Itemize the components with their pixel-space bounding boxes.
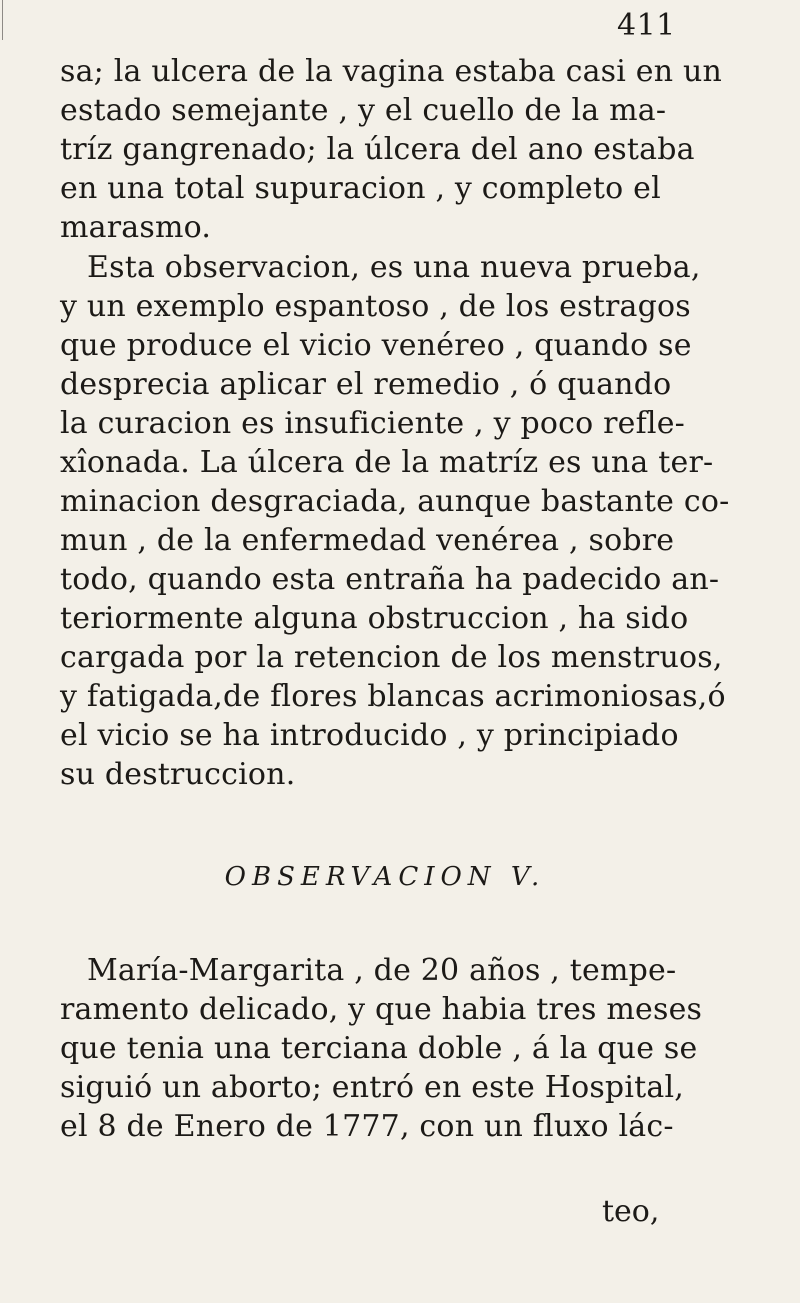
text-line: marasmo.	[60, 210, 212, 245]
text-line: mun , de la enfermedad venérea , sobre	[60, 523, 675, 558]
text-line: tríz gangrenado; la úlcera del ano estaba	[60, 132, 695, 167]
text-line: y un exemplo espantoso , de los estragos	[60, 289, 691, 324]
text-line: teriormente alguna obstruccion , ha sido	[60, 601, 689, 636]
text-line: cargada por la retencion de los menstruos,	[60, 640, 723, 675]
text-line: ramento delicado, y que habia tres meses	[60, 992, 703, 1027]
page-edge-line	[2, 0, 3, 40]
text-line: y fatigada,de flores blancas acrimoniosas,ó	[60, 679, 726, 714]
catchword: teo,	[602, 1194, 660, 1229]
text-line: el 8 de Enero de 1777, con un fluxo lác-	[60, 1109, 674, 1144]
text-line: el vicio se ha introducido , y principiado	[60, 718, 679, 753]
text-line: María-Margarita , de 20 años , tempe-	[87, 953, 677, 988]
text-line: minacion desgraciada, aunque bastante co-	[60, 484, 730, 519]
text-line: desprecia aplicar el remedio , ó quando	[60, 367, 672, 402]
text-line: siguió un aborto; entró en este Hospital,	[60, 1070, 685, 1105]
text-line: estado semejante , y el cuello de la ma-	[60, 93, 667, 128]
text-line: en una total supuracion , y completo el	[60, 171, 661, 206]
text-line: sa; la ulcera de la vagina estaba casi en un	[60, 54, 723, 89]
text-line: que produce el vicio venéreo , quando se	[60, 328, 692, 363]
text-line: su destruccion.	[60, 757, 296, 792]
page-number: 411	[617, 8, 676, 43]
text-line: la curacion es insuficiente , y poco refle-	[60, 406, 686, 441]
section-heading: OBSERVACION V.	[224, 862, 546, 892]
text-line: que tenia una terciana doble , á la que se	[60, 1031, 698, 1066]
text-line: todo, quando esta entraña ha padecido an-	[60, 562, 720, 597]
text-line: xîonada. La úlcera de la matríz es una ter-	[60, 445, 714, 480]
text-line: Esta observacion, es una nueva prueba,	[87, 250, 701, 285]
